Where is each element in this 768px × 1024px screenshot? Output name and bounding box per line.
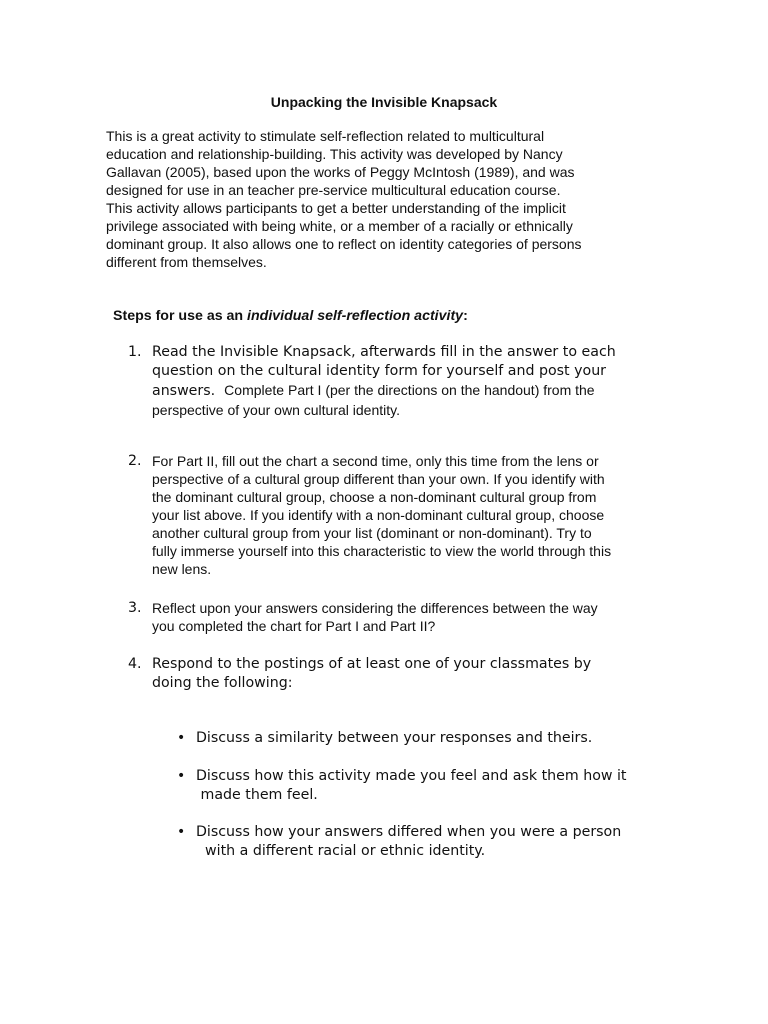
document-title: Unpacking the Invisible Knapsack <box>270 94 498 110</box>
intro-line: This is a great activity to stimulate self-reflection related to multicultural <box>106 128 545 144</box>
step-number: 2. <box>128 453 142 469</box>
bullet-line: Discuss how your answers differed when you were a person <box>196 824 622 840</box>
step-line <box>152 381 662 401</box>
bullet-line: Discuss how this activity made you feel and ask them how it <box>196 768 627 784</box>
bullet-dot: • <box>177 824 186 840</box>
bullet-dot: • <box>177 768 186 784</box>
step-line: question on the cultural identity form for yourself and post your <box>152 363 607 379</box>
step-line: Read the Invisible Knapsack, afterwards fill in the answer to each <box>152 344 616 360</box>
steps-heading-prefix: Steps for use as an <box>113 308 248 324</box>
step-line: For Part II, fill out the chart a second time, only this time from the lens or <box>152 453 599 469</box>
intro-line: designed for use in an teacher pre-service multicultural education course. <box>106 182 561 198</box>
steps-heading-emphasis: individual self-reflection activity <box>247 308 464 324</box>
step-body <box>152 343 662 419</box>
step-line: perspective of a cultural group different than your own. If you identify with <box>152 471 605 487</box>
step-body <box>152 452 662 578</box>
step-line: Reflect upon your answers considering the differences between the way <box>152 600 598 616</box>
intro-line: education and relationship-building. This activity was developed by Nancy <box>106 146 563 162</box>
step-body <box>152 599 662 635</box>
bullet-text <box>196 767 627 805</box>
step-line: new lens. <box>152 561 212 577</box>
step-line: doing the following: <box>152 675 293 691</box>
intro-line: different from themselves. <box>106 254 267 270</box>
bullet-line: Discuss a similarity between your responses and theirs. <box>196 730 593 746</box>
steps-heading-suffix: : <box>463 308 468 324</box>
step-line: you completed the chart for Part I and Part II? <box>152 618 436 634</box>
step-body <box>152 655 662 693</box>
step-line: the dominant cultural group, choose a non-dominant cultural group from <box>152 489 597 505</box>
bullet-line: with a different racial or ethnic identity. <box>196 843 486 859</box>
step-number: 4. <box>128 656 142 672</box>
step-line: fully immerse yourself into this characteristic to view the world through this <box>152 543 612 559</box>
step-line-part: answers. <box>152 383 225 399</box>
step-line: Respond to the postings of at least one of your classmates by <box>152 656 592 672</box>
bullet-line: made them feel. <box>196 787 318 803</box>
steps-heading <box>113 307 468 325</box>
bullet-text <box>196 823 621 861</box>
step-line: your list above. If you identify with a non-dominant cultural group, choose <box>152 507 605 523</box>
intro-line: Gallavan (2005), based upon the works of Peggy McIntosh (1989), and was <box>106 164 575 180</box>
intro-line: privilege associated with being white, or a member of a racially or ethnically <box>106 218 573 234</box>
step-line: another cultural group from your list (dominant or non-dominant). Try to <box>152 525 592 541</box>
bullet-dot: • <box>177 730 186 746</box>
intro-line: This activity allows participants to get a better understanding of the implicit <box>106 200 566 216</box>
step-number: 3. <box>128 600 142 616</box>
intro-paragraph <box>106 127 646 271</box>
step-line-part: Complete Part I (per the directions on the handout) from the <box>224 382 595 398</box>
step-line: perspective of your own cultural identity. <box>152 402 400 418</box>
step-number: 1. <box>128 344 142 360</box>
bullet-text <box>196 729 592 748</box>
intro-line: dominant group. It also allows one to reflect on identity categories of persons <box>106 236 582 252</box>
